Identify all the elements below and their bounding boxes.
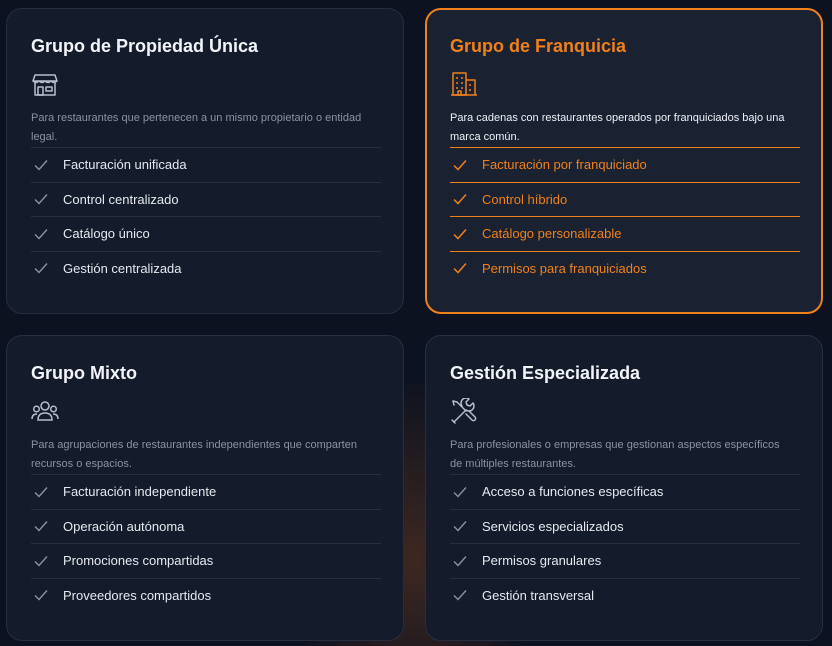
group-card-franchise[interactable] [425, 8, 823, 314]
feature-label: Permisos para franquiciados [482, 260, 647, 276]
check-icon [452, 157, 468, 173]
feature-label: Operación autónoma [63, 518, 185, 534]
check-icon [452, 191, 468, 207]
card-description: Para restaurantes que pertenecen a un mismo propietario o entidad legal. [31, 112, 362, 143]
check-icon [33, 191, 49, 207]
feature-item [31, 509, 381, 544]
feature-item [31, 251, 381, 286]
card-description: Para agrupaciones de restaurantes independientes que comparten recursos o espacios. [31, 439, 357, 470]
feature-label: Catálogo único [63, 226, 150, 242]
feature-item [450, 474, 800, 509]
check-icon [33, 260, 49, 276]
feature-item [31, 543, 381, 578]
check-icon [33, 484, 49, 500]
feature-item [450, 251, 800, 286]
building-icon [450, 71, 478, 97]
feature-label: Promociones compartidas [63, 553, 214, 569]
feature-item [450, 147, 800, 182]
feature-item [31, 216, 381, 251]
feature-list [31, 147, 381, 285]
feature-label: Control híbrido [482, 191, 568, 207]
feature-label: Catálogo personalizable [482, 226, 622, 242]
feature-label: Acceso a funciones específicas [482, 484, 664, 500]
card-description: Para cadenas con restaurantes operados por franquiciados bajo una marca común. [450, 112, 785, 143]
feature-item [450, 509, 800, 544]
check-icon [33, 518, 49, 534]
feature-label: Servicios especializados [482, 518, 624, 534]
check-icon [452, 260, 468, 276]
feature-item [31, 147, 381, 182]
feature-label: Gestión transversal [482, 587, 594, 603]
feature-list [450, 474, 800, 612]
feature-item [450, 578, 800, 613]
check-icon [33, 157, 49, 173]
feature-label: Control centralizado [63, 191, 179, 207]
feature-item [31, 182, 381, 217]
feature-label: Gestión centralizada [63, 260, 182, 276]
tools-icon [450, 398, 478, 424]
card-description: Para profesionales o empresas que gestionan aspectos específicos de múltiples restaurantes. [450, 439, 780, 470]
store-icon [31, 71, 59, 97]
feature-label: Facturación por franquiciado [482, 157, 647, 173]
check-icon [452, 553, 468, 569]
check-icon [33, 226, 49, 242]
feature-item [450, 216, 800, 251]
check-icon [33, 587, 49, 603]
users-icon [31, 398, 59, 424]
card-title: Grupo de Propiedad Única [31, 36, 259, 56]
check-icon [33, 553, 49, 569]
feature-label: Facturación independiente [63, 484, 217, 500]
card-title: Grupo Mixto [31, 363, 137, 383]
group-card-specialized[interactable] [425, 335, 823, 641]
feature-list [450, 147, 800, 285]
check-icon [452, 484, 468, 500]
check-icon [452, 587, 468, 603]
group-card-single-ownership[interactable] [6, 8, 404, 314]
check-icon [452, 226, 468, 242]
feature-label: Permisos granulares [482, 553, 602, 569]
feature-item [31, 578, 381, 613]
card-title: Gestión Especializada [450, 363, 641, 383]
feature-item [450, 543, 800, 578]
check-icon [452, 518, 468, 534]
feature-label: Facturación unificada [63, 157, 187, 173]
feature-list [31, 474, 381, 612]
group-card-mixed[interactable] [6, 335, 404, 641]
feature-item [450, 182, 800, 217]
feature-item [31, 474, 381, 509]
card-title: Grupo de Franquicia [450, 36, 627, 56]
feature-label: Proveedores compartidos [63, 587, 212, 603]
